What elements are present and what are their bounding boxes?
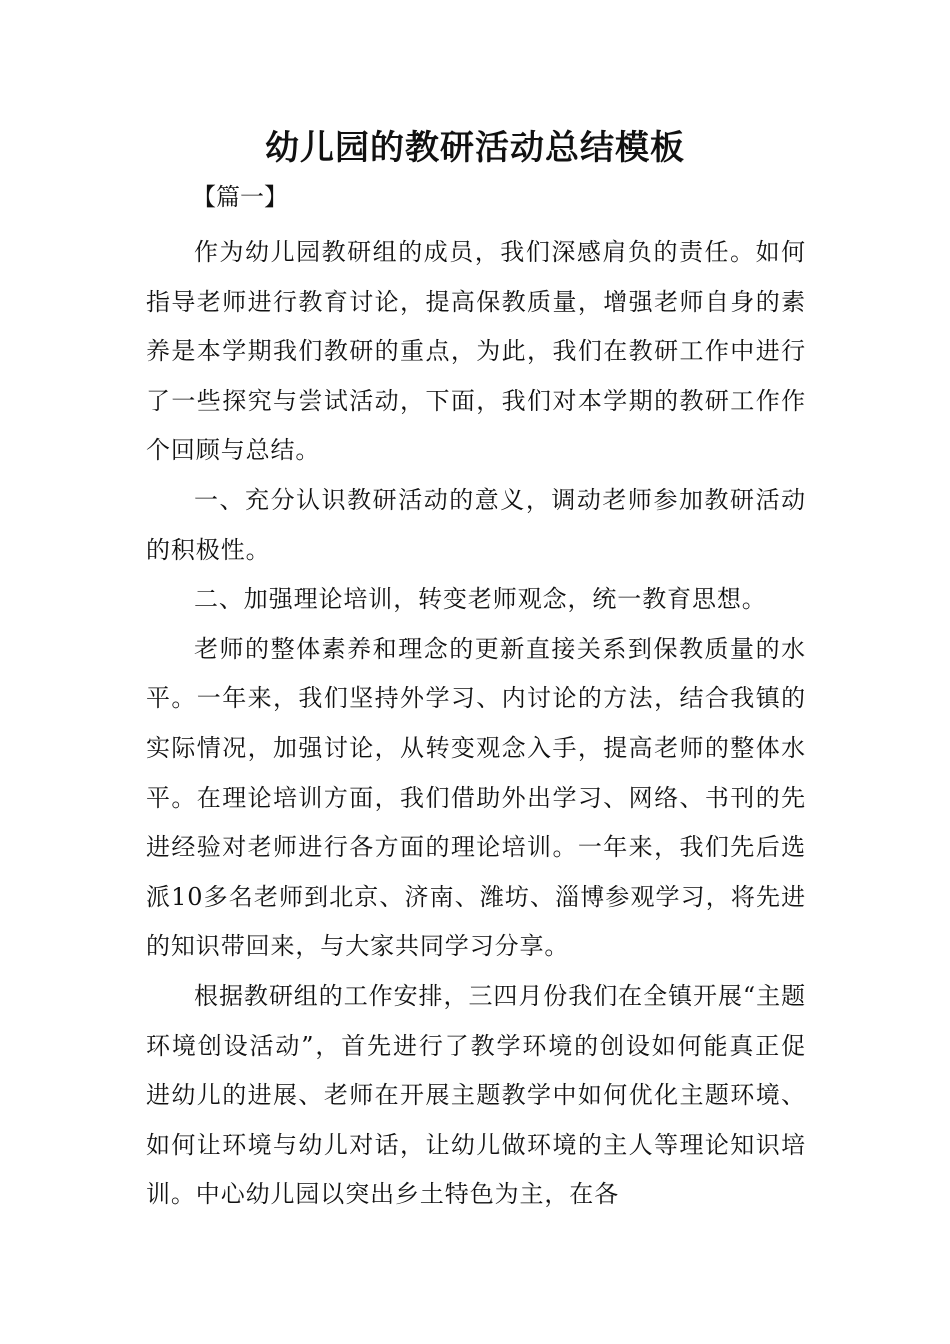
paragraph-point-two: 二、加强理论培训，转变老师观念，统一教育思想。	[194, 585, 767, 614]
document-title: 幼儿园的教研活动总结模板	[265, 128, 685, 168]
paragraph-point-one: 一、充分认识教研活动的意义，调动老师参加教研活动的积极性。	[146, 485, 806, 564]
document-body	[146, 228, 806, 1220]
paragraph-intro: 作为幼儿园教研组的成员，我们深感肩负的责任。如何指导老师进行教育讨论，提高保教质量，增强老师自身的素养是本学期我们教研的重点，为此，我们在教研工作中进行了一些探究与尝试活动，下面，我们对本学期的教研工作作个回顾与总结。	[146, 238, 806, 465]
paragraph-training: 老师的整体素养和理念的更新直接关系到保教质量的水平。一年来，我们坚持外学习、内讨论的方法，结合我镇的实际情况，加强讨论，从转变观念入手，提高老师的整体水平。在理论培训方面，我们借助外出学习、网络、书刊的先进经验对老师进行各方面的理论培训。一年来，我们先后选派10多名老师到北京、济南、潍坊、淄博参观学习，将先进的知识带回来，与大家共同学习分享。	[146, 634, 806, 961]
paragraph-environment: 根据教研组的工作安排，三四月份我们在全镇开展“主题环境创设活动”，首先进行了教学环境的创设如何能真正促进幼儿的进展、老师在开展主题教学中如何优化主题环境、如何让环境与幼儿对话，让幼儿做环境的主人等理论知识培训。中心幼儿园以突出乡土特色为主，在各	[146, 981, 806, 1209]
section-label: 【篇一】	[192, 183, 288, 211]
